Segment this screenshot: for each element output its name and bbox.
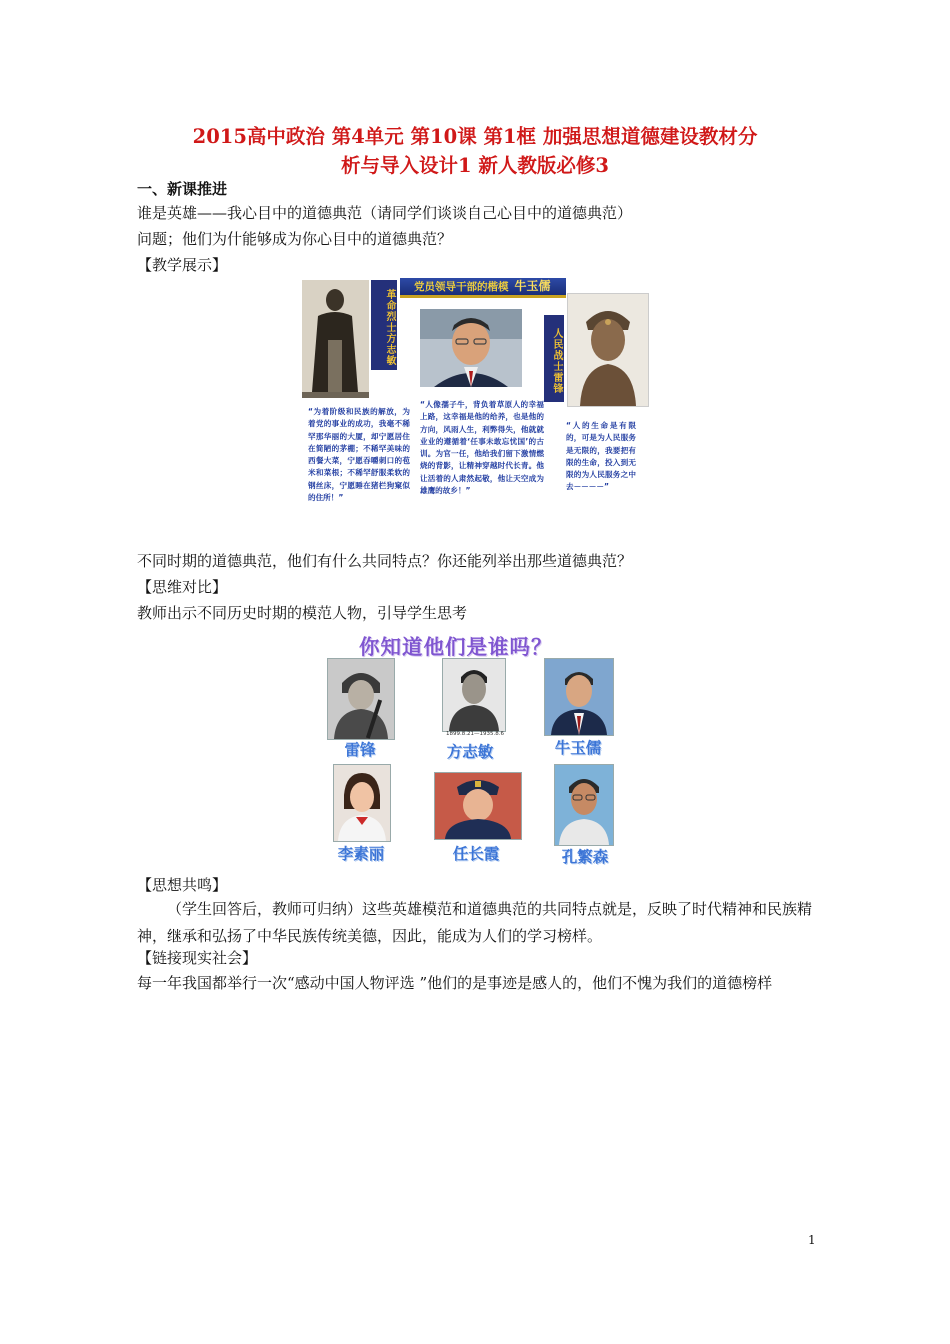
section-heading: 一、新课推进 (137, 180, 228, 198)
page-number: 1 (808, 1233, 816, 1247)
fang-zhimin-photo (302, 280, 369, 398)
name-niu-yuru: 牛玉儒 (554, 739, 602, 757)
portrait-li-suli (333, 764, 391, 842)
quote-lei-feng: “人的生命是有限的，可是为人民服务是无限的，我要把有限的生命，投入到无限的为人民服务之中去－－－－” (566, 421, 636, 492)
teacher-instruction-line: 教师出示不同历史时期的模范人物，引导学生思考 (137, 604, 468, 622)
portrait-ren-changxia (434, 772, 522, 840)
document-title (120, 122, 830, 180)
name-li-suli: 李素丽 (337, 845, 385, 863)
question-line: 问题；他们为什能够成为你心目中的道德典范？ (137, 230, 453, 248)
question-line-2: 不同时期的道德典范，他们有什么共同特点？你还能列举出那些道德典范？ (137, 552, 633, 570)
link-reality-tag: 【链接现实社会】 (137, 949, 258, 967)
portrait-kong-fansen (554, 764, 614, 846)
thinking-compare-tag: 【思维对比】 (137, 578, 228, 596)
title-line-2: 析与导入设计1 新人教版必修3 (341, 154, 609, 177)
fang-zhimin-dates: 1899.8.21—1935.8.6 (446, 731, 504, 737)
name-lei-feng: 雷锋 (344, 741, 376, 759)
teaching-display-tag: 【教学展示】 (137, 256, 228, 274)
resonance-paragraph: （学生回答后，教师可归纳）这些英雄模范和道德典范的共同特点就是，反映了时代精神和民族精神，继承和弘扬了中华民族传统美德，因此，能成为人们的学习榜样。 (137, 900, 813, 945)
name-ren-changxia: 任长霞 (452, 845, 500, 863)
portrait-lei-feng (327, 658, 395, 740)
title-line-1: 2015高中政治 第4单元 第10课 第1框 加强思想道德建设教材分 (192, 125, 758, 148)
portrait-fang-zhimin (442, 658, 506, 732)
banner-top-text: 党员领导干部的楷模 (414, 281, 509, 293)
banner-right: 人民战士雷锋 (544, 315, 564, 402)
banner-top (400, 278, 566, 298)
name-kong-fansen: 孔繁森 (561, 848, 609, 866)
quote-niu-yuru: “人像孺子牛，背负着草原人的幸福上路，这幸福是他的给养，也是他的方向，风雨人生，利弊得失，他就就业业的遵循着‘任事未敢忘忧国’的古训。为官一任，他给我们留下激情燃烧的背影，让精神穿越时代长青。他让活着的人肃然起敬，他让天空成为雄鹰的故乡！” (420, 400, 544, 496)
banner-left: 革命烈士方志敏 (371, 280, 397, 370)
who-are-they-title: 你知道他们是谁吗？ (359, 635, 553, 659)
lei-feng-bust-photo (567, 293, 649, 407)
name-fang-zhimin: 方志敏 (446, 743, 494, 761)
quote-fang-zhimin: “为着阶级和民族的解放，为着党的事业的成功，我毫不稀罕那华丽的大厦，却宁愿居住在简陋的茅棚；不稀罕美味的西餐大菜，宁愿吞嚼刺口的苞米和菜根；不稀罕舒服柔软的钢丝床，宁愿睡在猪栏狗窠似的住所！” (308, 407, 410, 503)
niu-yuru-photo (420, 309, 522, 387)
portrait-niu-yuru (544, 658, 614, 736)
teaching-display-figure (302, 278, 648, 528)
banner-top-name: 牛玉儒 (514, 279, 551, 293)
reality-paragraph: 每一年我国都举行一次“感动中国人物评选 ”他们的是事迹是感人的，他们不愧为我们的道德榜样 (137, 974, 773, 992)
thought-resonance-tag: 【思想共鸣】 (137, 876, 228, 894)
intro-line: 谁是英雄——我心目中的道德典范（请同学们谈谈自己心目中的道德典范） (137, 204, 633, 222)
